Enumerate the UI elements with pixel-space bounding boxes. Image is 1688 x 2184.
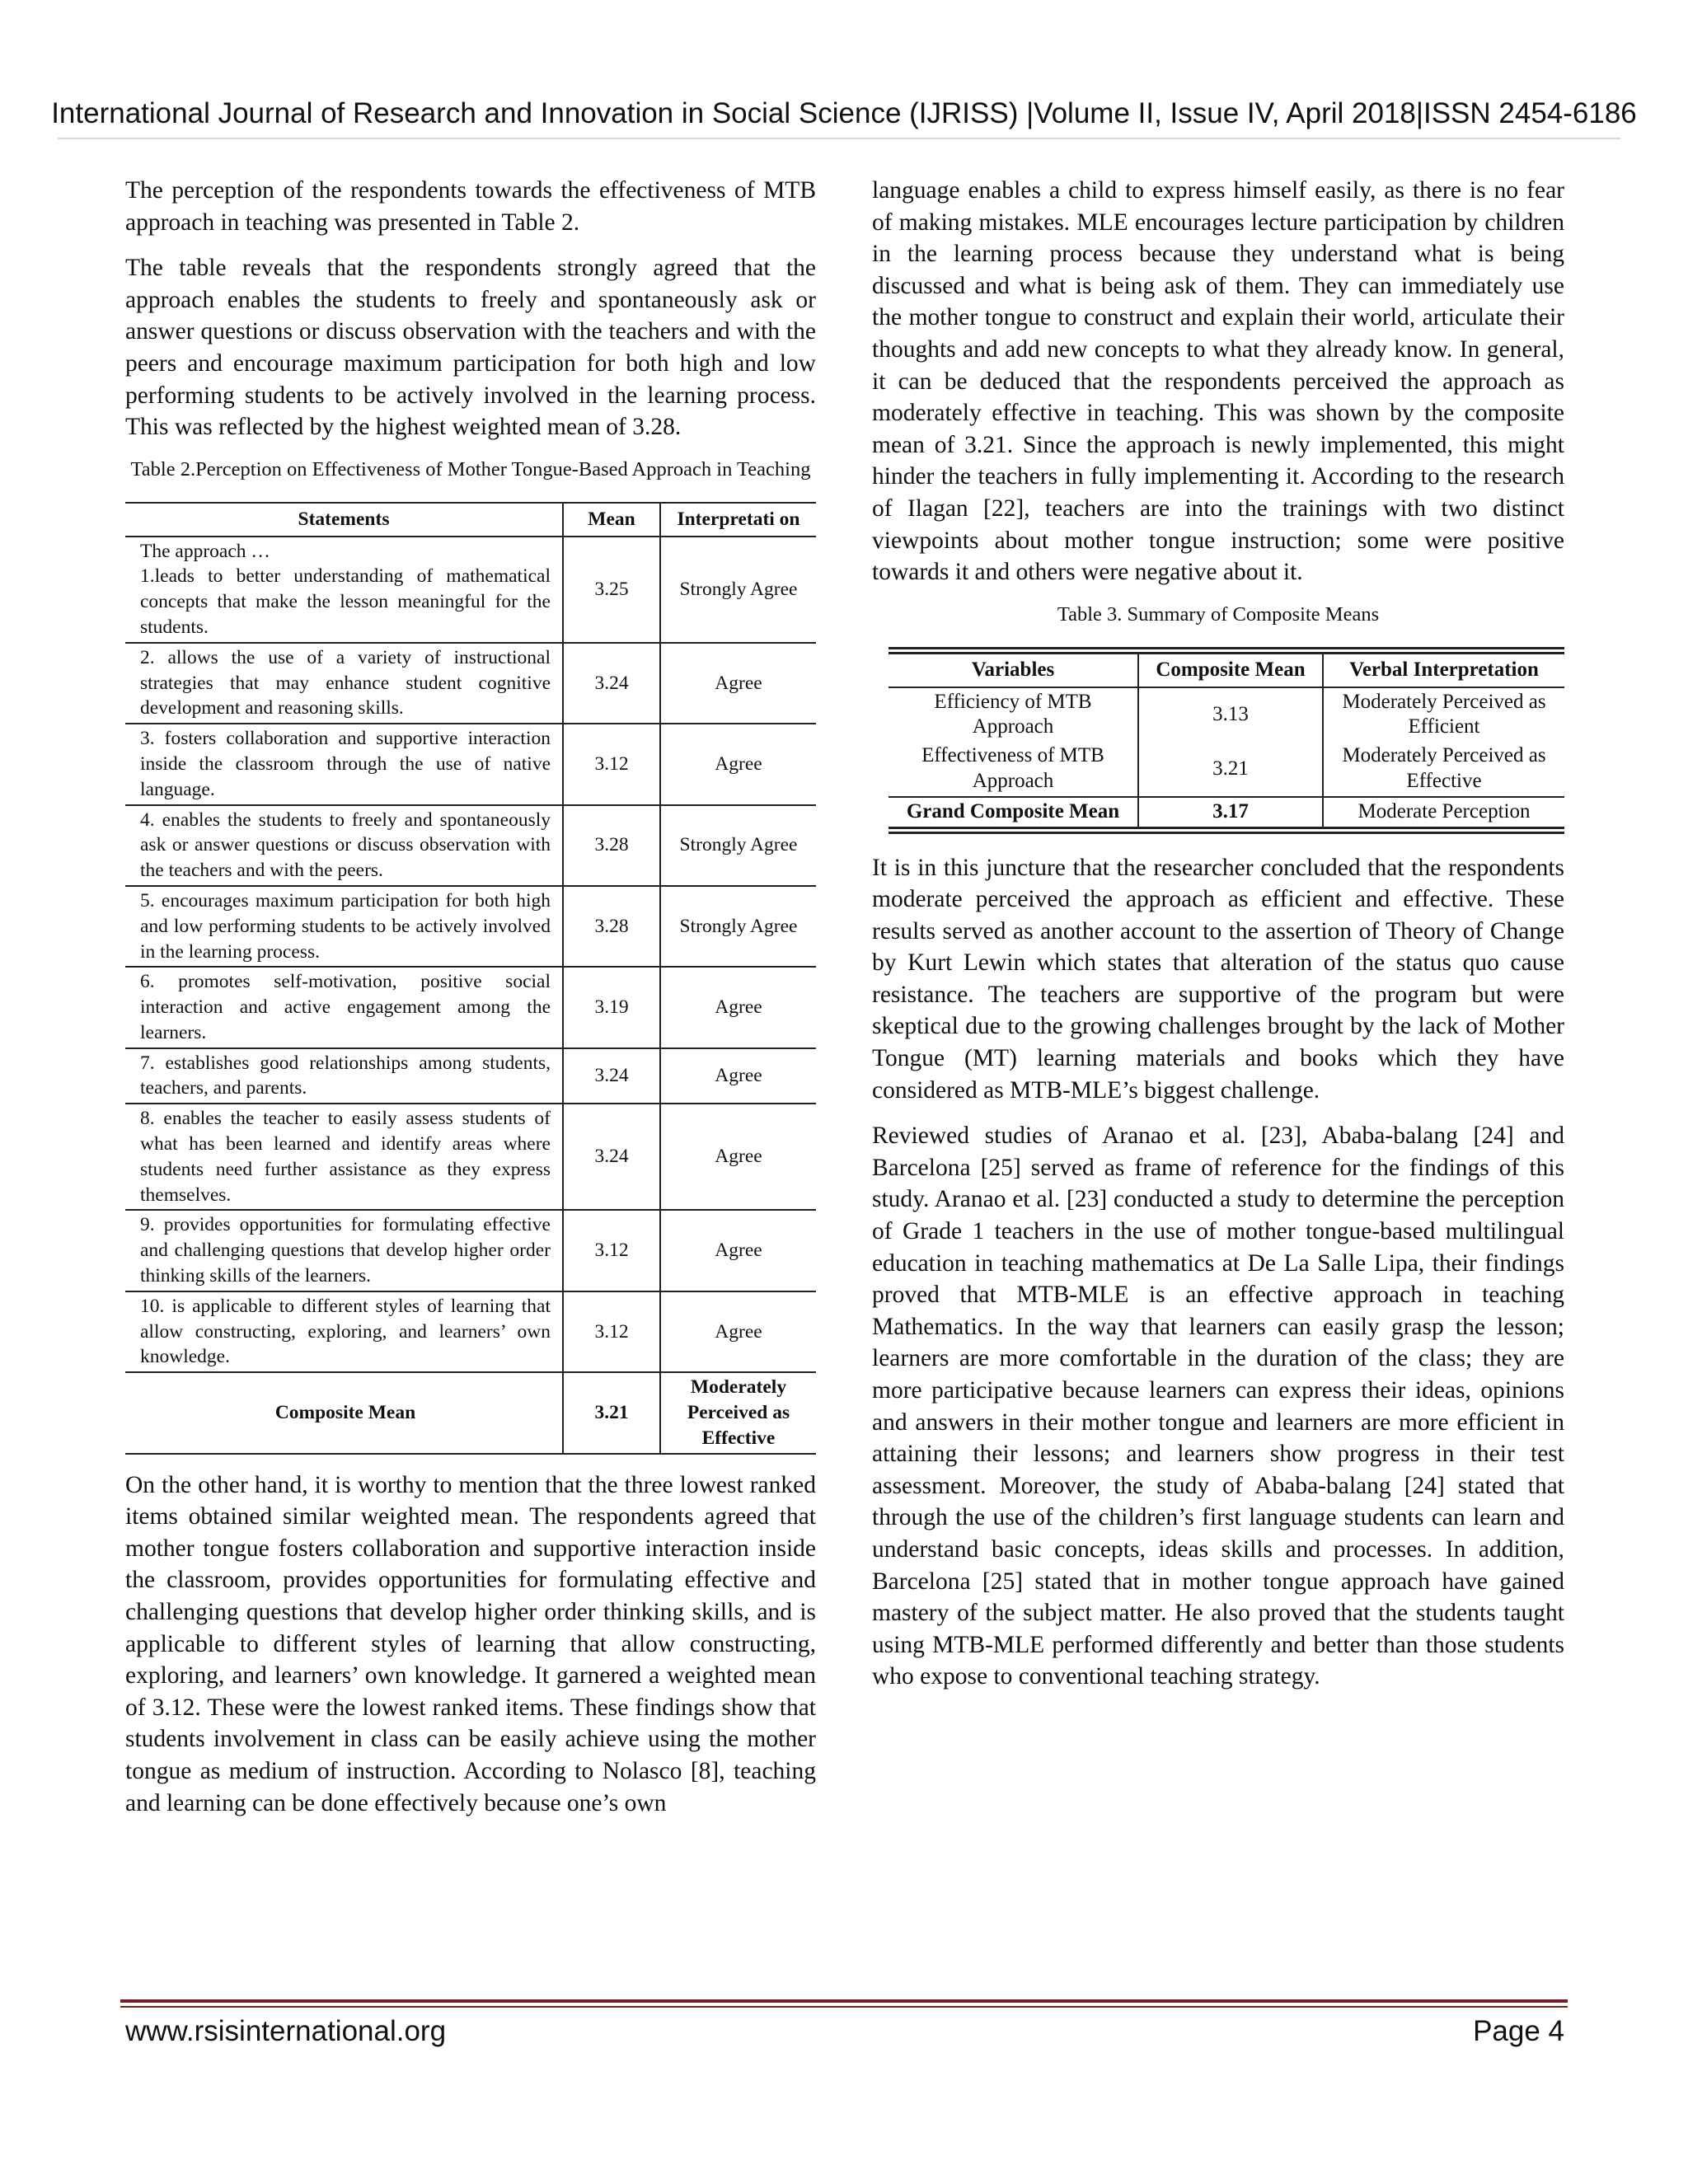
right-column <box>872 175 1564 1707</box>
table3 <box>889 647 1564 834</box>
header-mean: Mean <box>563 503 660 537</box>
left-column <box>125 175 816 1833</box>
mean-cell: 3.28 <box>563 886 660 967</box>
mean-cell: 3.21 <box>1138 742 1323 797</box>
paragraph: The table reveals that the respondents strongly agreed that the approach enables the students to freely and spontaneously ask or answer questions or discuss observation with the teachers and with the peers and encourage maximum participation for both high and low performing students to be actively involved in the learning process. This was reflected by the highest weighted mean of 3.28. <box>125 255 816 441</box>
mean-cell: 3.12 <box>563 1291 660 1372</box>
table-row <box>125 1048 816 1104</box>
mean-cell: 3.28 <box>563 805 660 886</box>
header-divider <box>58 138 1620 139</box>
variable-cell: Efficiency of MTB Approach <box>934 690 1092 738</box>
table2-caption: Table 2.Perception on Effectiveness of Mother Tongue-Based Approach in Teaching <box>130 457 811 480</box>
composite-label: Composite Mean <box>125 1372 563 1453</box>
paragraph: language enables a child to express himself easily, as there is no fear of making mistakes. MLE encourages lecture participation by children in the learning process because they understand what is being discussed and what is being ask of them. They can immediately use the mother tongue to construct and explain their world, articulate their thoughts and add new concepts to what they already know. In general, it can be deduced that the respondents perceived the approach as moderately effective in teaching. This was shown by the composite mean of 3.21. Since the approach is newly implemented, this might hinder the teachers in fully implementing it. According to the research of Ilagan [22], teachers are into the trainings with two distinct viewpoints about mother tongue instruction; some were positive towards it and others were negative about it. <box>872 177 1564 586</box>
table2 <box>125 502 816 1455</box>
table-row <box>889 687 1564 743</box>
interpretation-cell: Strongly Agree <box>660 886 816 967</box>
interpretation-cell: Agree <box>660 1291 816 1372</box>
header-statements: Statements <box>125 503 563 537</box>
interpretation-cell: Strongly Agree <box>660 805 816 886</box>
statement-cell: 9. provides opportunities for formulating effective and challenging questions that develop higher order thinking skills of the learners. <box>125 1210 563 1291</box>
statement-cell <box>125 537 563 643</box>
footer-website: www.rsisinternational.org <box>125 2015 447 2047</box>
grand-composite-mean: 3.17 <box>1138 797 1323 830</box>
composite-interpretation: Moderately Perceived as Effective <box>660 1372 816 1453</box>
table-row <box>889 742 1564 797</box>
table-row <box>125 1210 816 1291</box>
header-interpretation: Interpretati on <box>660 503 816 537</box>
table-row <box>125 1291 816 1372</box>
mean-cell: 3.24 <box>563 1104 660 1210</box>
table-row <box>125 1104 816 1210</box>
footer-divider-thick <box>120 1999 1568 2003</box>
mean-cell: 3.24 <box>563 643 660 724</box>
table-row <box>125 724 816 804</box>
table-header-row <box>125 503 816 537</box>
interpretation-cell: Moderately Perceived as Efficient <box>1323 687 1564 743</box>
interpretation-cell: Agree <box>660 724 816 804</box>
grand-composite-interpretation: Moderate Perception <box>1323 797 1564 830</box>
mean-cell: 3.13 <box>1138 687 1323 743</box>
composite-mean: 3.21 <box>563 1372 660 1453</box>
statement-intro: The approach … <box>140 540 270 562</box>
statement-cell: 10. is applicable to different styles of learning that allow constructing, exploring, and learners’ own knowledge. <box>125 1291 563 1372</box>
mean-cell: 3.24 <box>563 1048 660 1104</box>
mean-cell: 3.12 <box>563 724 660 804</box>
table-row <box>125 643 816 724</box>
mean-cell: 3.19 <box>563 967 660 1047</box>
statement-cell: 3. fosters collaboration and supportive interaction inside the classroom through the use of native language. <box>125 724 563 804</box>
variable-cell: Effectiveness of MTB Approach <box>921 744 1104 792</box>
statement-cell: 7. establishes good relationships among students, teachers, and parents. <box>125 1048 563 1104</box>
page-number: Page 4 <box>1473 2015 1564 2047</box>
footer-divider-thin <box>120 2006 1568 2008</box>
interpretation-cell: Agree <box>660 1210 816 1291</box>
table3-caption: Table 3. Summary of Composite Means <box>1057 602 1380 626</box>
journal-header: International Journal of Research and Innovation in Social Science (IJRISS) |Volume II, Issue IV, April 2018|ISSN 2454-6186 <box>51 97 1637 129</box>
interpretation-cell: Agree <box>660 1104 816 1210</box>
paragraph: It is in this juncture that the researcher concluded that the respondents moderate perceived the approach as efficient and effective. These results served as another account to the assertion of Theory of Change by Kurt Lewin which states that alteration of the status quo cause resistance. The teachers are supportive of the program but were skeptical due to the growing challenges brought by the lack of Mother Tongue (MT) learning materials and books which they have considered as MTB-MLE’s biggest challenge. <box>872 854 1564 1104</box>
composite-row <box>125 1372 816 1453</box>
header-variables: Variables <box>889 650 1138 687</box>
grand-composite-row <box>889 797 1564 830</box>
statement-cell: 8. enables the teacher to easily assess students of what has been learned and identify areas where students need further assistance as they express themselves. <box>125 1104 563 1210</box>
statement-cell: 5. encourages maximum participation for both high and low performing students to be actively involved in the learning process. <box>125 886 563 967</box>
interpretation-cell: Agree <box>660 967 816 1047</box>
interpretation-cell: Moderately Perceived as Effective <box>1323 742 1564 797</box>
mean-cell: 3.12 <box>563 1210 660 1291</box>
header-verbal-interpretation: Verbal Interpretation <box>1323 650 1564 687</box>
mean-cell: 3.25 <box>563 537 660 643</box>
header-composite-mean: Composite Mean <box>1138 650 1323 687</box>
statement-cell: 4. enables the students to freely and spontaneously ask or answer questions or discuss observation with the teachers and with the peers. <box>125 805 563 886</box>
statement-text: 1.leads to better understanding of mathematical concepts that make the lesson meaningful for the students. <box>140 565 551 638</box>
table-row <box>125 537 816 643</box>
paragraph: The perception of the respondents towards the effectiveness of MTB approach in teaching was presented in Table 2. <box>125 177 816 236</box>
table-row <box>125 805 816 886</box>
interpretation-cell: Agree <box>660 1048 816 1104</box>
table-header-row <box>889 650 1564 687</box>
paragraph: On the other hand, it is worthy to mention that the three lowest ranked items obtained similar weighted mean. The respondents agreed that mother tongue fosters collaboration and supportive interaction inside the classroom, provides opportunities for formulating effective and challenging questions that develop higher order thinking skills, and is applicable to different styles of learning that allow constructing, exploring, and learners’ own knowledge. It garnered a weighted mean of 3.12. These were the lowest ranked items. These findings show that students involvement in class can be easily achieve using the mother tongue as medium of instruction. According to Nolasco [8], teaching and learning can be done effectively because one’s own <box>125 1471 816 1816</box>
statement-cell: 6. promotes self-motivation, positive social interaction and active engagement among the learners. <box>125 967 563 1047</box>
table-row <box>125 967 816 1047</box>
paragraph: Reviewed studies of Aranao et al. [23], Ababa-balang [24] and Barcelona [25] served as frame of reference for the findings of this study. Aranao et al. [23] conducted a study to determine the perception of Grade 1 teachers in the use of mother tongue-based multilingual education in teaching mathematics at De La Salle Lipa, their findings proved that MTB-MLE is an effective approach in teaching Mathematics. In the way that learners can easily grasp the lesson; learners are more comfortable in the duration of the class; they are more participative because learners can express their ideas, opinions and answers in their mother tongue and learners are more efficient in attaining their lessons; and learners show progress in their test assessment. Moreover, the study of Ababa-balang [24] stated that through the use of the children’s first language students can learn and understand basic concepts, ideas skills and processes. In addition, Barcelona [25] stated that in mother tongue approach have gained mastery of the subject matter. He also proved that the students taught using MTB-MLE performed differently and better than those students who expose to conventional teaching strategy. <box>872 1122 1564 1690</box>
statement-cell: 2. allows the use of a variety of instructional strategies that may enhance student cognitive development and reasoning skills. <box>125 643 563 724</box>
interpretation-cell: Agree <box>660 643 816 724</box>
interpretation-cell: Strongly Agree <box>660 537 816 643</box>
grand-composite-label: Grand Composite Mean <box>889 797 1138 830</box>
table-row <box>125 886 816 967</box>
